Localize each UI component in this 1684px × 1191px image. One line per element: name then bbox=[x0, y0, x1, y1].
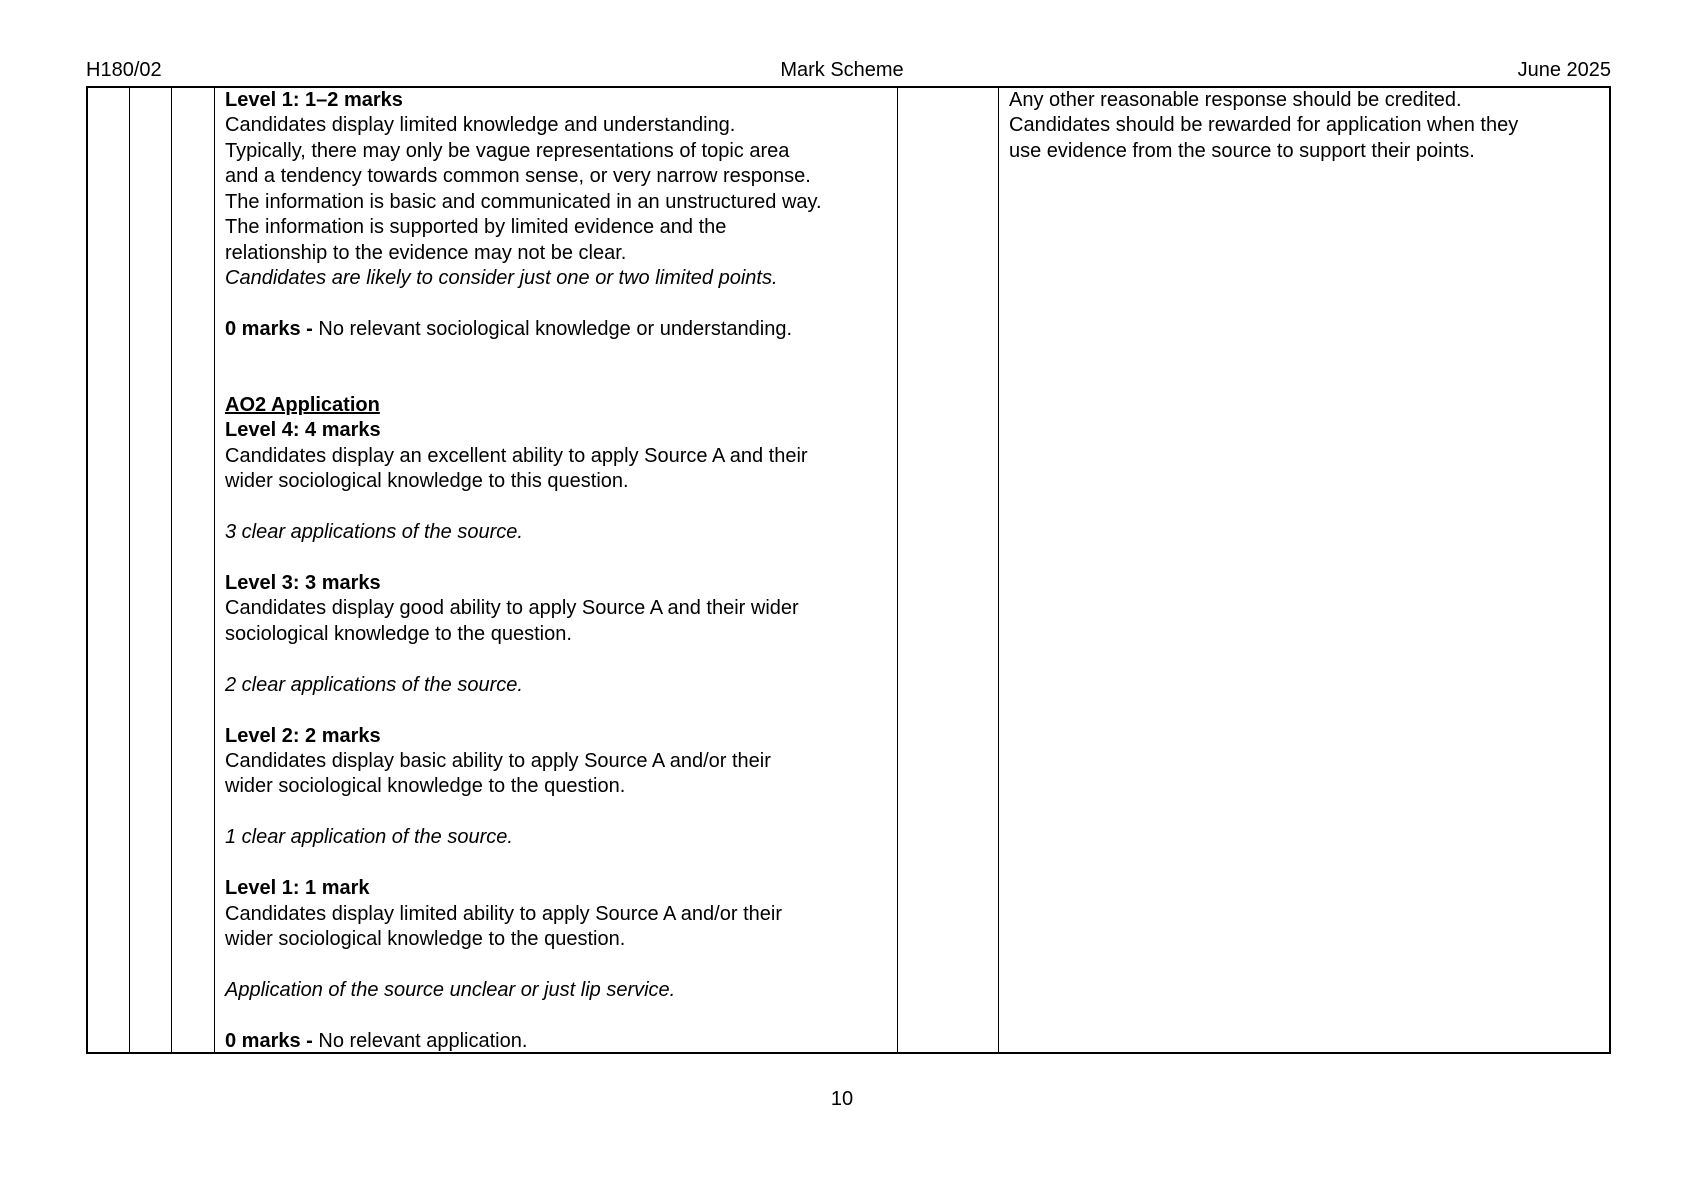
blank-line bbox=[225, 368, 822, 393]
descriptor-text: wider sociological knowledge to the question. bbox=[225, 775, 626, 798]
descriptor-text: wider sociological knowledge to this question. bbox=[225, 470, 629, 493]
text-line bbox=[225, 241, 822, 266]
document-code: H180/02 bbox=[86, 59, 162, 81]
level-heading: 0 marks - bbox=[225, 1029, 319, 1052]
text-line bbox=[225, 749, 822, 774]
column-divider bbox=[171, 88, 172, 1052]
text-line bbox=[225, 774, 822, 799]
blank-line bbox=[225, 800, 822, 825]
level-heading: 0 marks - bbox=[225, 317, 319, 340]
text-line bbox=[225, 622, 822, 647]
blank-line bbox=[225, 1003, 822, 1028]
text-line bbox=[225, 113, 822, 138]
descriptor-text: Candidates display an excellent ability to apply Source A and their bbox=[225, 444, 808, 467]
descriptor-text: No relevant sociological knowledge or understanding. bbox=[318, 317, 793, 340]
descriptor-text: wider sociological knowledge to the question. bbox=[225, 927, 626, 950]
descriptor-text: and a tendency towards common sense, or very narrow response. bbox=[225, 165, 811, 188]
descriptor-text: 2 clear applications of the source. bbox=[225, 673, 523, 696]
text-line bbox=[225, 164, 822, 189]
blank-line bbox=[225, 647, 822, 672]
blank-line bbox=[225, 342, 822, 367]
descriptor-text: 3 clear applications of the source. bbox=[225, 521, 523, 544]
level-heading: Level 4: 4 marks bbox=[225, 419, 381, 442]
text-line bbox=[225, 927, 822, 952]
descriptor-text: Candidates are likely to consider just one or two limited points. bbox=[225, 266, 778, 289]
text-line bbox=[225, 469, 822, 494]
descriptor-text: The information is basic and communicated in an unstructured way. bbox=[225, 190, 822, 213]
column-divider bbox=[998, 88, 999, 1052]
text-line bbox=[225, 673, 822, 698]
descriptor-text: Candidates display good ability to apply Source A and their wider bbox=[225, 597, 799, 620]
descriptor-text: sociological knowledge to the question. bbox=[225, 622, 572, 645]
answer-cell bbox=[225, 88, 822, 1054]
text-line bbox=[225, 317, 822, 342]
section-heading: AO2 Application bbox=[225, 394, 380, 417]
column-divider bbox=[129, 88, 130, 1052]
column-divider bbox=[897, 88, 898, 1052]
level-heading: Level 1: 1–2 marks bbox=[225, 89, 403, 111]
page-number: 10 bbox=[830, 1088, 854, 1110]
descriptor-text: The information is supported by limited evidence and the bbox=[225, 216, 727, 239]
blank-line bbox=[225, 851, 822, 876]
text-line bbox=[225, 444, 822, 469]
text-line bbox=[225, 190, 822, 215]
text-line bbox=[225, 596, 822, 621]
descriptor-text: No relevant application. bbox=[318, 1029, 528, 1052]
descriptor-text: 1 clear application of the source. bbox=[225, 826, 513, 849]
descriptor-text: Application of the source unclear or just lip service. bbox=[225, 978, 676, 1001]
text-line bbox=[225, 825, 822, 850]
level-heading: Level 2: 2 marks bbox=[225, 724, 381, 747]
document-date: June 2025 bbox=[1517, 59, 1611, 81]
guidance-cell bbox=[1009, 88, 1518, 164]
descriptor-text: relationship to the evidence may not be clear. bbox=[225, 241, 627, 264]
text-line bbox=[225, 1029, 822, 1054]
descriptor-text: Candidates display limited knowledge and understanding. bbox=[225, 114, 736, 137]
text-line bbox=[225, 88, 822, 113]
text-line bbox=[225, 978, 822, 1003]
guidance-line: use evidence from the source to support their points. bbox=[1009, 139, 1475, 162]
text-line bbox=[225, 393, 822, 418]
blank-line bbox=[225, 698, 822, 723]
guidance-line: Any other reasonable response should be credited. bbox=[1009, 89, 1462, 111]
blank-line bbox=[225, 952, 822, 977]
column-divider bbox=[214, 88, 215, 1052]
blank-line bbox=[225, 291, 822, 316]
text-line bbox=[225, 571, 822, 596]
text-line bbox=[225, 418, 822, 443]
level-heading: Level 1: 1 mark bbox=[225, 877, 370, 900]
descriptor-text: Typically, there may only be vague representations of topic area bbox=[225, 139, 790, 162]
level-heading: Level 3: 3 marks bbox=[225, 572, 381, 595]
text-line bbox=[225, 215, 822, 240]
text-line bbox=[225, 902, 822, 927]
descriptor-text: Candidates display basic ability to apply Source A and/or their bbox=[225, 749, 771, 772]
text-line bbox=[225, 139, 822, 164]
blank-line bbox=[225, 495, 822, 520]
text-line bbox=[225, 876, 822, 901]
text-line bbox=[225, 520, 822, 545]
descriptor-text: Candidates display limited ability to apply Source A and/or their bbox=[225, 902, 782, 925]
text-line bbox=[225, 266, 822, 291]
blank-line bbox=[225, 546, 822, 571]
mark-scheme-table bbox=[86, 86, 1611, 1054]
text-line bbox=[225, 724, 822, 749]
document-title: Mark Scheme bbox=[780, 59, 904, 81]
guidance-line: Candidates should be rewarded for application when they bbox=[1009, 114, 1519, 137]
